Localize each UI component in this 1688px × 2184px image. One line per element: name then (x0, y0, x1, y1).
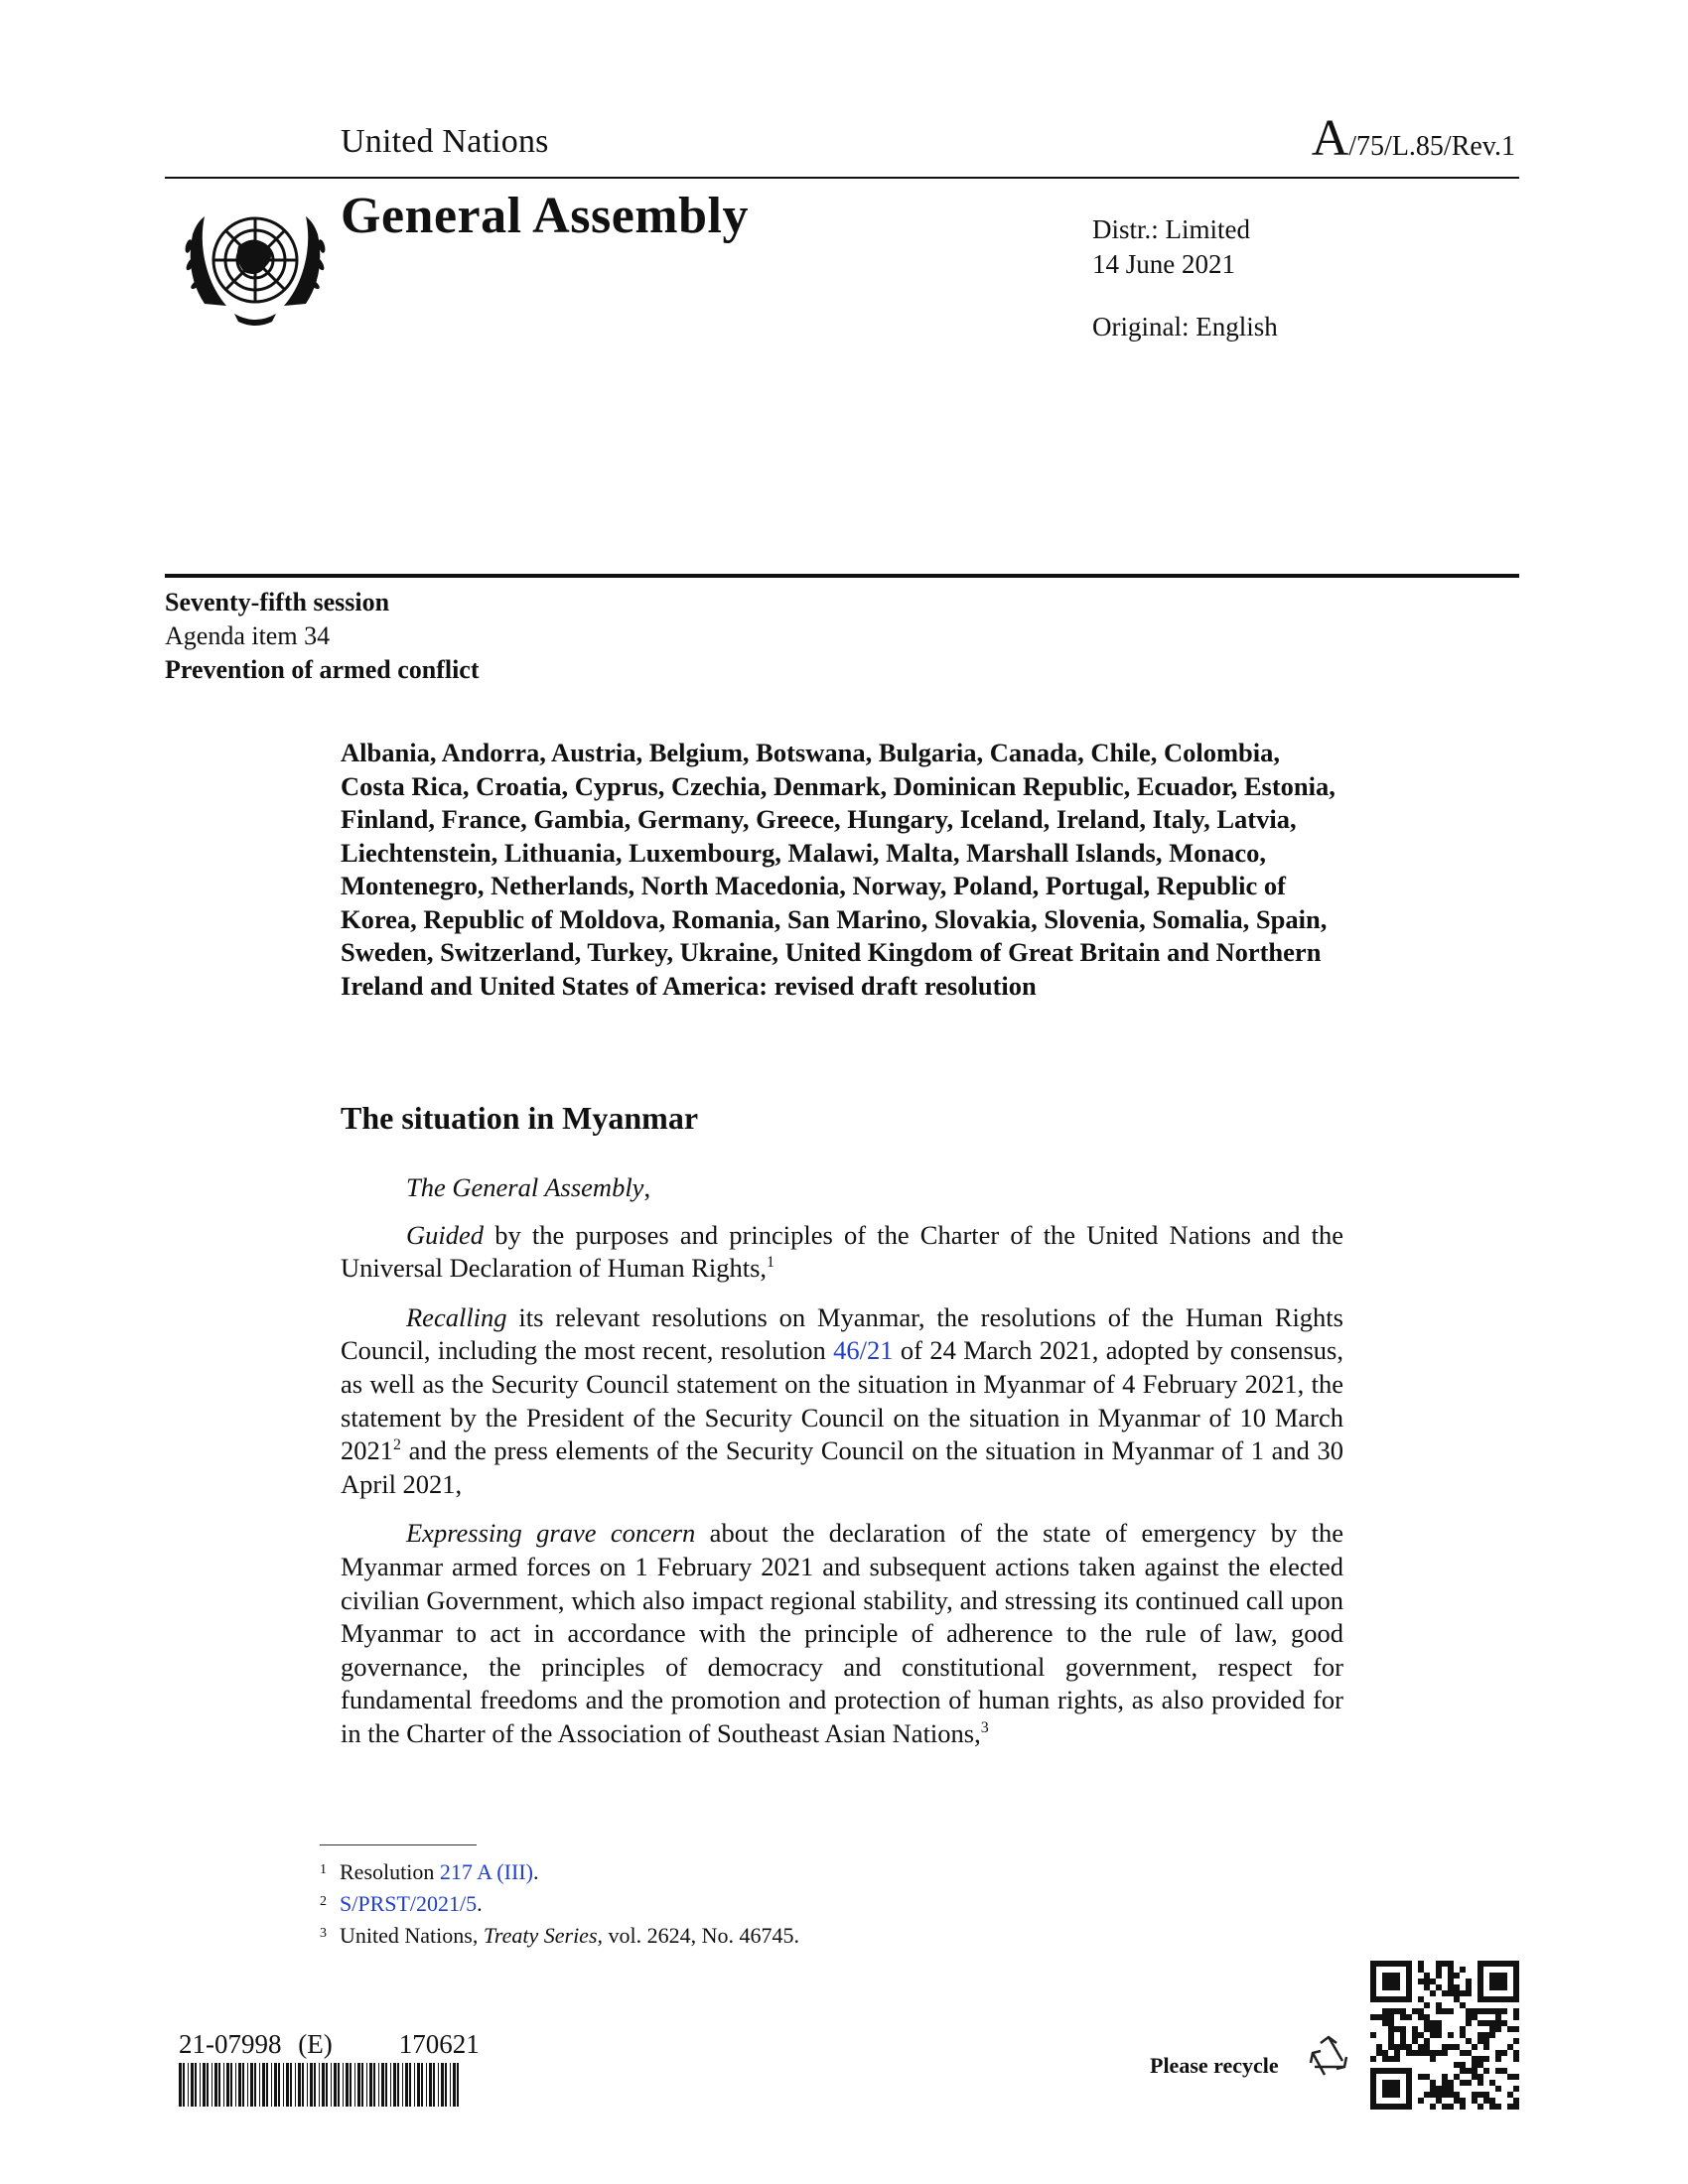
p2-text-a: its relevant resolutions on Myanmar, the resolutions of the Human Rights Council, including the most recent, resolution (341, 1301, 1343, 1366)
un-emblem-icon (175, 195, 336, 332)
p3-text: about the declaration of the state of emergency by the Myanmar armed forces on 1 February 2021 and subsequent actions taken against the elected civilian Government, which also impact regional stability, and stressing its continued call upon Myanmar to act in accordance with the principle of adherence to the rule of law, good governance, the principles of democracy and constitutional government, respect for fundamental freedoms and the promotion and protection of human rights, as also provided for in the Charter of the Association of Southeast Asian Nations, (341, 1518, 1343, 1748)
p1-text: by the purposes and principles of the Charter of the United Nations and the Universal Declaration of Human Rights, (341, 1219, 1343, 1284)
org-name: United Nations (341, 123, 549, 160)
body-title: General Assembly (341, 188, 749, 244)
p2-lead: Recalling (406, 1301, 507, 1332)
preamble-subject: The General Assembly (406, 1172, 644, 1202)
footnote-number: 3 (320, 1926, 327, 1941)
footnote-2 (320, 1888, 799, 1920)
barcode-icon (179, 2063, 461, 2107)
document-symbol (1312, 109, 1515, 168)
footnote-number: 1 (320, 1862, 327, 1877)
distr-label: Distr.: Limited (1092, 214, 1250, 244)
p1-lead: Guided (406, 1219, 485, 1250)
document-number: 21-07998 (E) 170621 (179, 2029, 480, 2059)
issue-date: 14 June 2021 (1092, 249, 1235, 279)
sponsor-list: Albania, Andorra, Austria, Belgium, Botswana, Bulgaria, Canada, Chile, Colombia, Costa Rica, Croatia, Cyprus, Czechia, Denmark, Dominican Republic, Ecuador, Estonia, Finland, France, Gambia, Germany, Greece, Hungary, Iceland, Ireland, Italy, Latvia, Liechtenstein, Lithuania, Luxembourg, Malawi, Malta, Marshall Islands, Monaco, Montenegro, Netherlands, North Macedonia, Norway, Poland, Portugal, Republic of Korea, Republic of Moldova, Romania, San Marino, Slovakia, Slovenia, Somalia, Spain, Sweden, Switzerland, Turkey, Ukraine, United Kingdom of Great Britain and Northern Ireland and United States of America: revised draft resolution (341, 738, 1336, 1001)
preamble-paragraph-1 (341, 1219, 1343, 1286)
footnote-ref-2[interactable]: 2 (393, 1436, 401, 1454)
footnote-link-sprst[interactable]: S/PRST/2021/5 (340, 1891, 478, 1916)
session-block (165, 586, 480, 687)
distribution-info (1092, 212, 1250, 282)
agenda-topic: Prevention of armed conflict (165, 655, 480, 684)
footnote-ref-3[interactable]: 3 (980, 1719, 989, 1737)
footnote-text: . (532, 1859, 539, 1884)
resolution-body (341, 1171, 1343, 1767)
p3-lead: Expressing grave concern (406, 1518, 696, 1549)
section-rule (165, 574, 1519, 578)
p2-text-c: and the press elements of the Security Council on the situation in Myanmar of 1 and 30 April 2021, (341, 1435, 1343, 1499)
footnote-text: , vol. 2624, No. 46745. (597, 1923, 800, 1948)
session-name: Seventy-fifth session (165, 588, 390, 616)
footnote-text: Resolution (340, 1859, 440, 1884)
symbol-letter: A (1311, 110, 1349, 167)
agenda-item: Agenda item 34 (165, 621, 331, 650)
footnotes (320, 1856, 799, 1952)
p2-text-b: of 24 March 2021, adopted by consensus, as well as the Security Council statement on the situation in Myanmar of 4 February 2021, the statement by the President of the Security Council on the situation in Myanmar of 10 March 2021 (341, 1335, 1343, 1466)
preamble-paragraph-2 (341, 1301, 1343, 1502)
recycle-label: Please recycle (1150, 2053, 1279, 2078)
resolution-title: The situation in Myanmar (341, 1100, 699, 1136)
footnote-ref-1[interactable]: 1 (767, 1254, 775, 1272)
qr-code-icon (1370, 1961, 1519, 2110)
footnote-1 (320, 1856, 799, 1888)
original-language: Original: English (1092, 312, 1278, 341)
preamble-paragraph-3 (341, 1517, 1343, 1750)
preamble-opening (341, 1171, 1343, 1205)
header-rule (165, 177, 1519, 179)
resolution-link-46-21[interactable]: 46/21 (833, 1335, 894, 1366)
preamble-comma: , (643, 1172, 651, 1202)
symbol-rest: /75/L.85/Rev.1 (1348, 131, 1515, 162)
footnote-rule (320, 1844, 477, 1845)
footnote-text: United Nations, (340, 1923, 484, 1948)
footnote-link-217a[interactable]: 217 A (III) (439, 1859, 533, 1884)
footnote-text: . (477, 1891, 483, 1916)
recycle-icon (1303, 2033, 1354, 2085)
footnote-italic: Treaty Series (483, 1923, 598, 1948)
footnote-3 (320, 1920, 799, 1952)
footnote-number: 2 (320, 1894, 327, 1909)
